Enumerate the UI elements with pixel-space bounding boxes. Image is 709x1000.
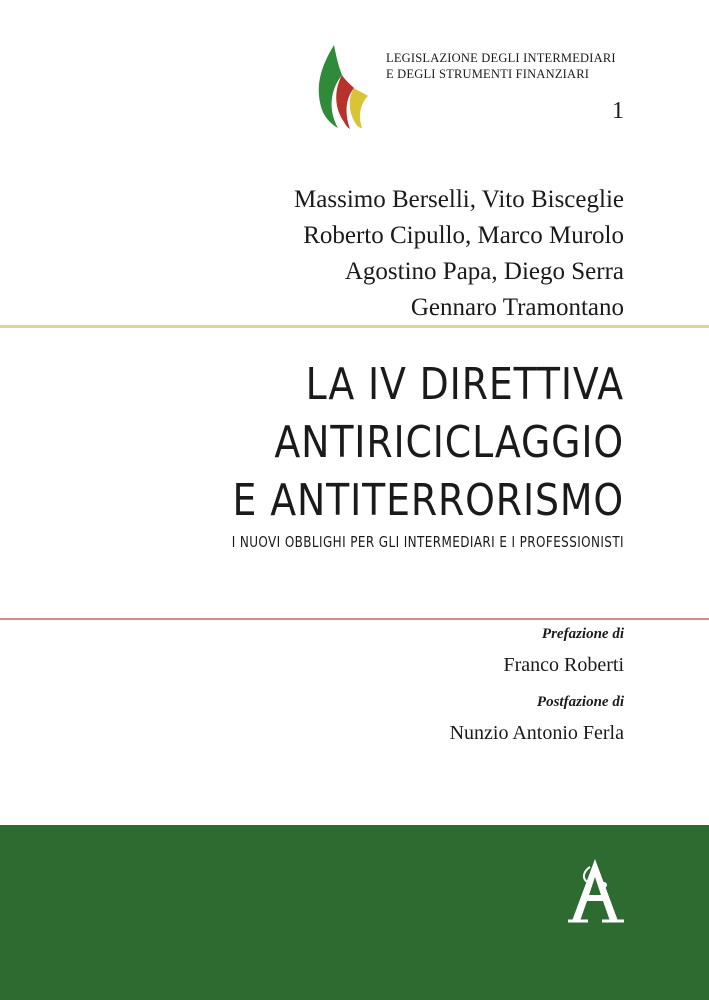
author-line: Agostino Papa, Diego Serra	[344, 258, 624, 285]
author-line: Roberto Cipullo, Marco Murolo	[303, 222, 624, 249]
book-title	[108, 356, 624, 530]
authors	[174, 182, 624, 326]
bottom-divider	[0, 618, 709, 620]
flame-logo-icon	[312, 40, 372, 130]
postface-label: Postfazione di	[536, 694, 624, 710]
series-name	[386, 50, 686, 82]
series-line-2: E DEGLI STRUMENTI FINANZIARI	[386, 67, 590, 81]
title-line-1: LA IV DIRETTIVA	[305, 359, 624, 410]
series-number: 1	[612, 98, 624, 124]
publisher-a-logo-icon	[560, 855, 630, 925]
preface-author: Franco Roberti	[503, 654, 624, 676]
author-line: Gennaro Tramontano	[410, 294, 624, 321]
title-line-2: ANTIRICICLAGGIO	[274, 417, 624, 468]
book-subtitle: I NUOVI OBBLIGHI PER GLI INTERMEDIARI E I PROFESSIONISTI	[231, 533, 624, 551]
author-line: Massimo Berselli, Vito Bisceglie	[294, 186, 624, 213]
postface-author: Nunzio Antonio Ferla	[449, 722, 624, 744]
title-line-3: E ANTITERRORISMO	[232, 475, 624, 526]
series-line-1: LEGISLAZIONE DEGLI INTERMEDIARI	[386, 51, 616, 65]
top-divider	[0, 325, 709, 328]
preface-label: Prefazione di	[541, 626, 624, 642]
